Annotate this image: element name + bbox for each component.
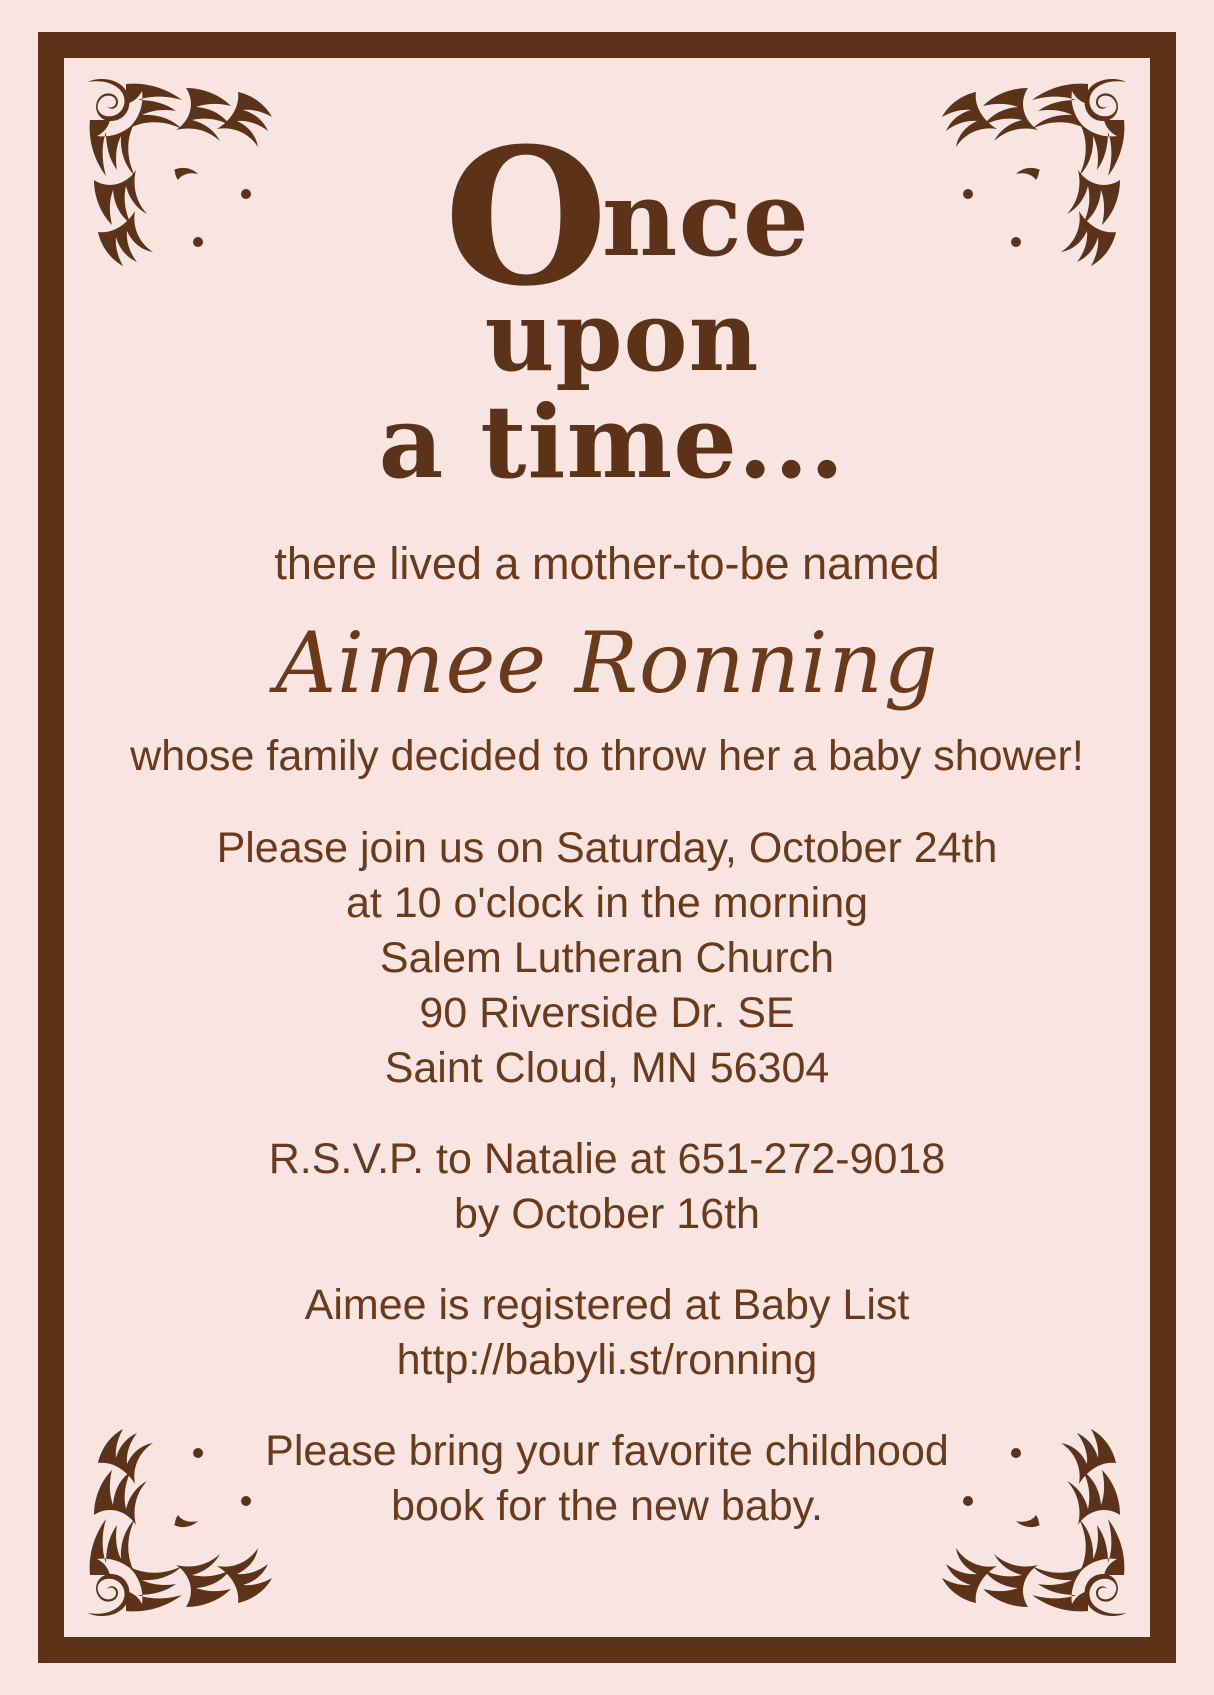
rsvp-line: R.S.V.P. to Natalie at 651-272-9018 bbox=[268, 1134, 946, 1183]
event-detail-line: Please join us on Saturday, October 24th bbox=[216, 823, 998, 872]
headline-line-2: upon bbox=[484, 280, 760, 394]
headline-dropcap: O bbox=[444, 107, 602, 328]
headline bbox=[104, 107, 1110, 502]
event-detail-line: Saint Cloud, MN 56304 bbox=[384, 1043, 830, 1092]
registry-details bbox=[104, 1278, 1110, 1388]
gift-note-line: Please bring your favorite childhood bbox=[265, 1426, 949, 1475]
event-detail-line: Salem Lutheran Church bbox=[379, 933, 835, 982]
invitation-content bbox=[64, 107, 1150, 1534]
event-detail-line: at 10 o'clock in the morning bbox=[345, 878, 869, 927]
rsvp-line: by October 16th bbox=[454, 1189, 760, 1238]
gift-note-line: book for the new baby. bbox=[391, 1481, 823, 1530]
mother-name: Aimee Ronning bbox=[275, 613, 939, 712]
registry-line: Aimee is registered at Baby List bbox=[304, 1280, 910, 1329]
headline-line-3: a time... bbox=[378, 383, 846, 502]
shower-announcement: whose family decided to throw her a baby shower! bbox=[130, 732, 1084, 781]
registry-url[interactable]: http://babyli.st/ronning bbox=[396, 1335, 818, 1384]
intro-text: there lived a mother-to-be named bbox=[274, 538, 940, 590]
headline-line-1 bbox=[104, 107, 1110, 328]
event-details bbox=[104, 821, 1110, 1096]
event-detail-line: 90 Riverside Dr. SE bbox=[419, 988, 795, 1037]
headline-line-1-rest: nce bbox=[601, 157, 810, 280]
gift-note bbox=[104, 1424, 1110, 1534]
card-inner bbox=[64, 58, 1150, 1637]
rsvp-details bbox=[104, 1132, 1110, 1242]
